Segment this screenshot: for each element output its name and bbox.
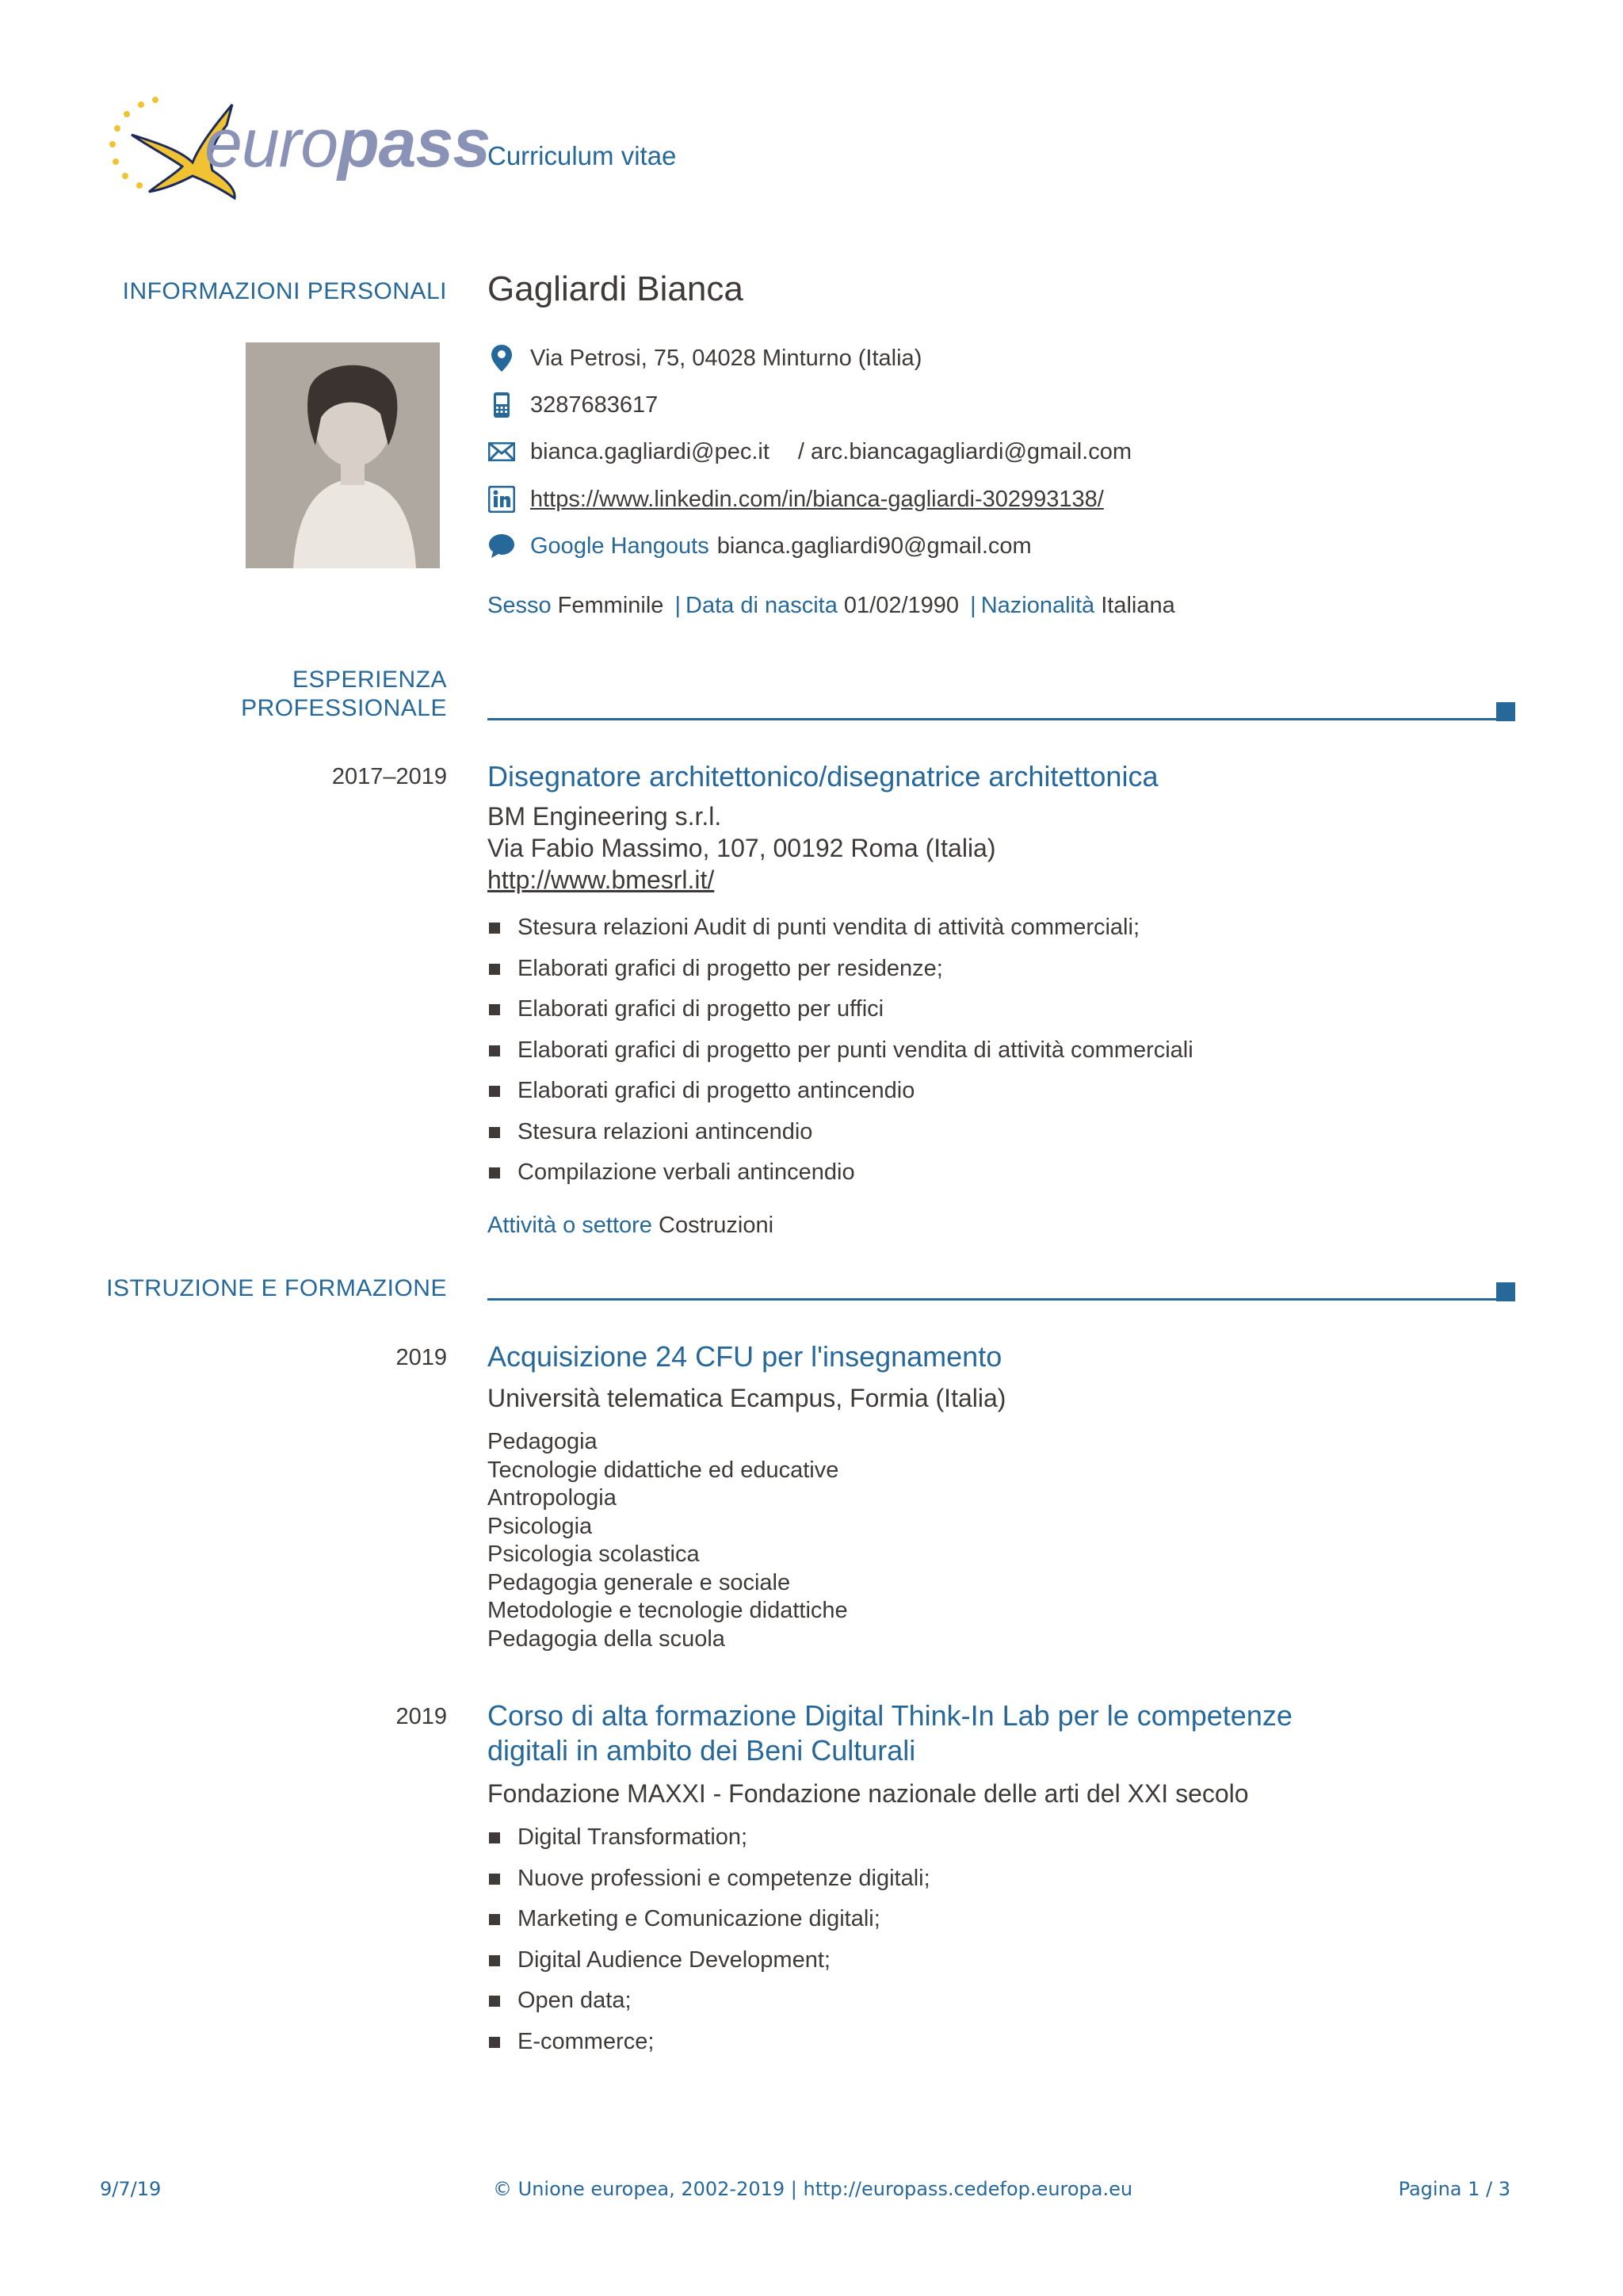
section-heading-personal: INFORMAZIONI PERSONALI	[122, 278, 447, 304]
europass-logo	[94, 87, 491, 206]
experience-url[interactable]: http://www.bmesrl.it/	[487, 865, 715, 894]
logo-text-euro: euro	[204, 105, 338, 181]
education-institution: Università telematica Ecampus, Formia (Italia)	[487, 1384, 1006, 1412]
contact-address	[487, 342, 922, 374]
sex-value: Femminile	[557, 593, 664, 618]
experience-title: Disegnatore architettonico/disegnatrice architettonica	[487, 760, 1159, 793]
footer-page-number: Pagina 1 / 3	[1398, 2178, 1510, 2200]
chat-bubble-icon	[487, 532, 516, 560]
experience-address: Via Fabio Massimo, 107, 00192 Roma (Italia)	[487, 834, 996, 862]
list-item: Elaborati grafici di progetto per uffici	[487, 993, 1193, 1034]
list-item: E-commerce;	[487, 2026, 930, 2067]
education-title	[487, 1698, 1293, 1768]
education-title-line: digitali in ambito dei Beni Culturali	[487, 1734, 916, 1767]
section-heading-line: PROFESSIONALE	[241, 695, 447, 721]
contact-email	[487, 436, 1132, 468]
contact-im	[487, 530, 1032, 562]
envelope-icon	[487, 437, 516, 466]
section-divider	[487, 718, 1504, 720]
list-item: Tecnologie didattiche ed educative	[487, 1457, 839, 1483]
nationality-value: Italiana	[1101, 593, 1175, 618]
list-item: Psicologia scolastica	[487, 1541, 700, 1567]
list-item: Elaborati grafici di progetto per residenze;	[487, 953, 1193, 994]
nationality-label: Nazionalità	[980, 593, 1095, 618]
list-item: Digital Audience Development;	[487, 1944, 930, 1985]
experience-company: BM Engineering s.r.l.	[487, 802, 722, 831]
education-title: Acquisizione 24 CFU per l'insegnamento	[487, 1340, 1002, 1373]
list-item: Digital Transformation;	[487, 1821, 930, 1862]
birth-value: 01/02/1990	[843, 593, 960, 618]
personal-details	[487, 593, 1175, 619]
separator: |	[674, 593, 682, 618]
section-heading-education: ISTRUZIONE E FORMAZIONE	[106, 1275, 447, 1301]
list-item: Pedagogia generale e sociale	[487, 1569, 791, 1595]
footer-copyright[interactable]: © Unione europea, 2002-2019 | http://europass.cedefop.europa.eu	[493, 2178, 1133, 2200]
experience-sector	[487, 1213, 773, 1239]
separator: |	[970, 593, 976, 618]
list-item: Compilazione verbali antincendio	[487, 1156, 1193, 1198]
list-item: Elaborati grafici di progetto antincendio	[487, 1075, 1193, 1116]
experience-date: 2017–2019	[331, 764, 447, 789]
list-item: Marketing e Comunicazione digitali;	[487, 1903, 930, 1944]
contact-linkedin	[487, 483, 1104, 515]
education-institution: Fondazione MAXXI - Fondazione nazionale delle arti del XXI secolo	[487, 1779, 1249, 1808]
education-subjects	[487, 1428, 848, 1653]
document-title: Curriculum vitae	[487, 141, 677, 170]
im-value: bianca.gagliardi90@gmail.com	[716, 533, 1032, 559]
list-item: Elaborati grafici di progetto per punti vendita di attività commerciali	[487, 1034, 1193, 1075]
candidate-name: Gagliardi Bianca	[487, 269, 743, 308]
list-item: Open data;	[487, 1985, 930, 2026]
europass-wordmark	[204, 105, 490, 183]
section-divider	[487, 1298, 1504, 1301]
address-text: Via Petrosi, 75, 04028 Minturno (Italia)	[530, 345, 922, 371]
sector-value: Costruzioni	[659, 1213, 774, 1238]
sex-label: Sesso	[487, 593, 552, 618]
list-item: Psicologia	[487, 1513, 593, 1539]
location-pin-icon	[487, 344, 516, 372]
footer-date: 9/7/19	[100, 2178, 162, 2200]
email-extra-link[interactable]: / arc.biancagagliardi@gmail.com	[797, 438, 1132, 464]
experience-duties	[487, 911, 1193, 1198]
list-item: Pedagogia della scuola	[487, 1626, 725, 1652]
list-item: Stesura relazioni Audit di punti vendita di attività commerciali;	[487, 911, 1193, 953]
linkedin-link[interactable]: https://www.linkedin.com/in/bianca-gagliardi-302993138/	[530, 486, 1104, 512]
email-link[interactable]: bianca.gagliardi@pec.it	[530, 438, 769, 464]
list-item: Nuove professioni e competenze digitali;	[487, 1862, 930, 1904]
linkedin-icon	[487, 485, 516, 514]
profile-photo	[246, 342, 440, 568]
list-item: Antropologia	[487, 1485, 617, 1511]
contact-phone	[487, 389, 658, 421]
section-heading-experience	[241, 666, 447, 723]
section-heading-line: ESPERIENZA	[292, 667, 447, 693]
birth-label: Data di nascita	[685, 593, 838, 618]
logo-text-pass: pass	[338, 105, 491, 181]
sector-label: Attività o settore	[487, 1213, 652, 1238]
section-marker	[1496, 1282, 1515, 1301]
phone-text: 3287683617	[530, 392, 659, 418]
list-item: Pedagogia	[487, 1429, 598, 1454]
education-topics	[487, 1821, 930, 2066]
section-marker	[1496, 702, 1515, 721]
list-item: Stesura relazioni antincendio	[487, 1116, 1193, 1157]
education-date: 2019	[395, 1704, 447, 1729]
education-title-line: Corso di alta formazione Digital Think-In Lab per le competenze	[487, 1699, 1293, 1732]
mobile-phone-icon	[487, 391, 516, 419]
im-label: Google Hangouts	[530, 533, 709, 559]
education-date: 2019	[395, 1345, 447, 1370]
list-item: Metodologie e tecnologie didattiche	[487, 1598, 848, 1623]
